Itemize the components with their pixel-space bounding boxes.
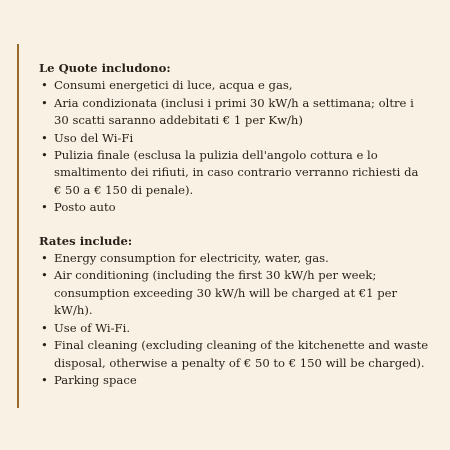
- bullet-icon: •: [41, 320, 48, 335]
- list-item-text: Energy consumption for electricity, water, gas.: [54, 251, 329, 266]
- bullet-icon: •: [41, 78, 48, 93]
- list-item-text: Pulizia finale (esclusa la pulizia dell'angolo cottura e lo smaltimento dei rifiuti, in caso contrario verranno richiesti da € 50 a € 150 di penale).: [54, 148, 419, 197]
- rates-content: [39, 60, 429, 389]
- english-heading: Rates include:: [39, 233, 133, 248]
- english-list: [39, 250, 429, 389]
- list-item-text: Consumi energetici di luce, acqua e gas,: [54, 78, 293, 93]
- list-item: [39, 320, 429, 337]
- list-item-text: Uso del Wi-Fi: [54, 130, 134, 145]
- list-item-text: Final cleaning (excluding cleaning of the kitchenette and waste disposal, otherwise a penalty of € 50 to € 150 will be charged).: [54, 338, 429, 370]
- list-item-text: Posto auto: [54, 200, 116, 215]
- list-item-text: Use of Wi-Fi.: [54, 320, 130, 335]
- bullet-icon: •: [41, 372, 48, 387]
- bullet-icon: •: [41, 251, 48, 266]
- rates-info-card: [17, 44, 429, 408]
- section-spacer: [39, 217, 429, 233]
- list-item: [39, 250, 429, 267]
- bullet-icon: •: [41, 95, 48, 110]
- list-item: [39, 337, 429, 372]
- list-item: [39, 130, 429, 147]
- bullet-icon: •: [41, 130, 48, 145]
- italian-heading: Le Quote includono:: [39, 61, 171, 75]
- bullet-icon: •: [41, 338, 48, 353]
- list-item-text: Aria condizionata (inclusi i primi 30 kW/h a settimana; oltre i 30 scatti saranno addebitati € 1 per Kw/h): [54, 95, 414, 128]
- bullet-icon: •: [41, 268, 48, 283]
- list-item: [39, 77, 429, 94]
- list-item: [39, 95, 429, 130]
- list-item-text: Air conditioning (including the first 30 kW/h per week; consumption exceeding 30 kW/h will be charged at €1 per kW/h).: [54, 268, 398, 318]
- italian-list: [39, 77, 429, 216]
- bullet-icon: •: [41, 200, 48, 215]
- bullet-icon: •: [41, 148, 48, 163]
- list-item: [39, 199, 429, 216]
- list-item-text: Parking space: [54, 372, 137, 387]
- list-item: [39, 372, 429, 389]
- list-item: [39, 267, 429, 319]
- list-item: [39, 147, 429, 199]
